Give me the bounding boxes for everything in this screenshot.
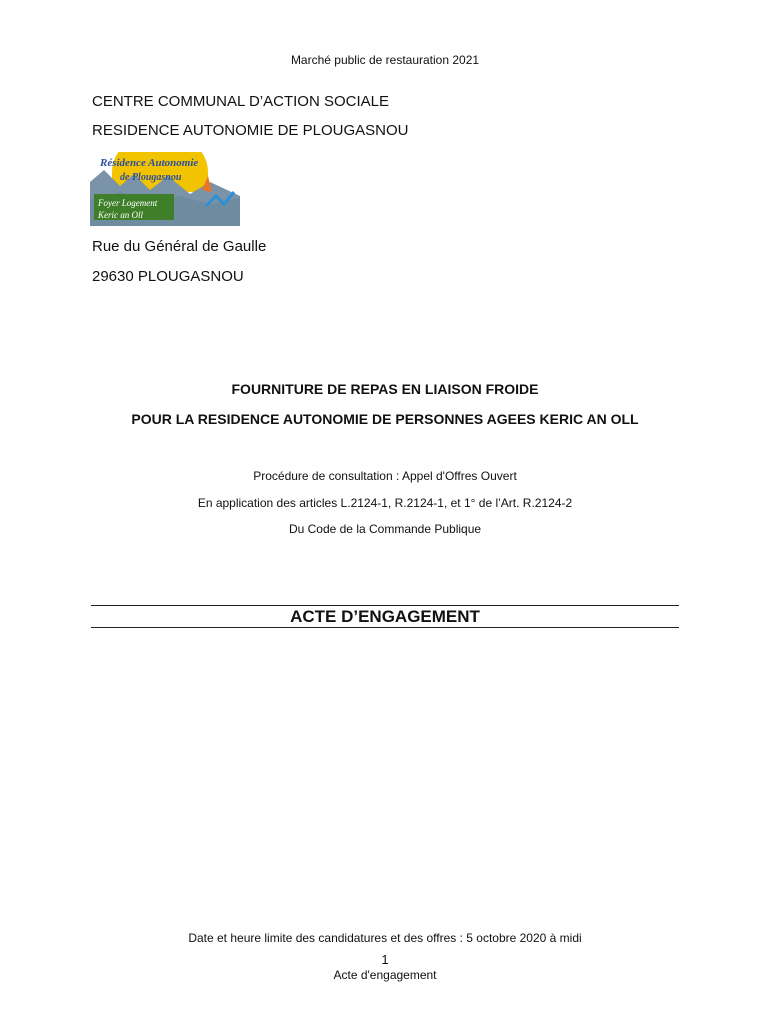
document-title: ACTE D’ENGAGEMENT (290, 607, 480, 626)
footer-label: Acte d'engagement (333, 968, 437, 982)
procedure-line2: En application des articles L.2124-1, R.2124-1, et 1° de l’Art. R.2124-2 (197, 496, 573, 510)
procedure-line3: Du Code de la Commande Publique (288, 522, 482, 536)
title-rule-top (91, 605, 679, 606)
residence-logo (90, 152, 240, 226)
logo-text-line1: Résidence Autonomie (100, 157, 199, 169)
residence-name: RESIDENCE AUTONOMIE DE PLOUGASNOU (92, 122, 409, 139)
logo-text-line3: Foyer Logement (98, 198, 158, 208)
deadline-notice: Date et heure limite des candidatures et des offres : 5 octobre 2020 à midi (188, 931, 582, 945)
procedure-line1: Procédure de consultation : Appel d'Offres Ouvert (253, 469, 517, 483)
page-number: 1 (381, 952, 389, 967)
market-title-line2: POUR LA RESIDENCE AUTONOMIE DE PERSONNES AGEES KERIC AN OLL (131, 411, 639, 427)
running-header: Marché public de restauration 2021 (290, 53, 480, 67)
market-title-line1: FOURNITURE DE REPAS EN LIAISON FROIDE (231, 381, 539, 397)
title-rule-bottom (91, 627, 679, 628)
logo-text-line2: de Plougasnou (120, 172, 182, 183)
logo-text-line4: Keric an Oll (98, 210, 143, 220)
address-street: Rue du Général de Gaulle (92, 238, 267, 255)
organization-name: CENTRE COMMUNAL D’ACTION SOCIALE (92, 93, 389, 110)
address-city: 29630 PLOUGASNOU (92, 268, 244, 285)
